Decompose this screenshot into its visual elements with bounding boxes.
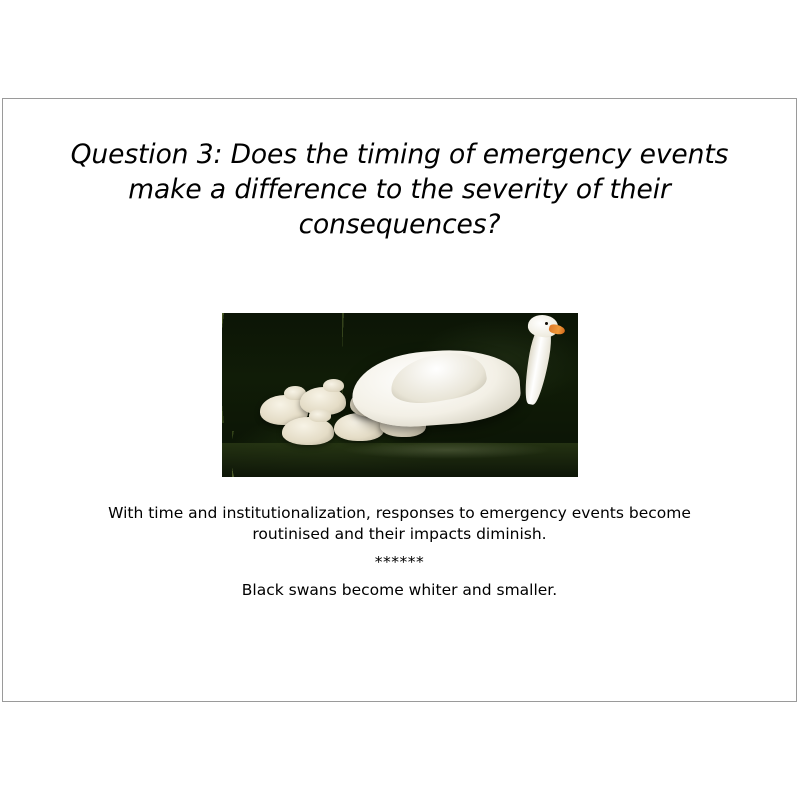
caption-line-1: With time and institutionalization, responses to emergency events become routinised and their impacts diminish.	[108, 503, 691, 543]
swan-eye	[545, 322, 548, 325]
cygnet-head	[309, 409, 332, 422]
caption-separator: ******	[374, 553, 425, 572]
water-highlight	[342, 441, 552, 459]
page-title: Question 3: Does the timing of emergency events make a difference to the severity of their consequences?	[70, 139, 729, 241]
swan-photo	[222, 313, 578, 477]
cygnet	[282, 417, 334, 445]
slide-caption	[80, 503, 720, 602]
caption-line-2: Black swans become whiter and smaller.	[241, 581, 558, 600]
cygnet-head	[323, 379, 343, 392]
slide-frame	[2, 98, 797, 702]
